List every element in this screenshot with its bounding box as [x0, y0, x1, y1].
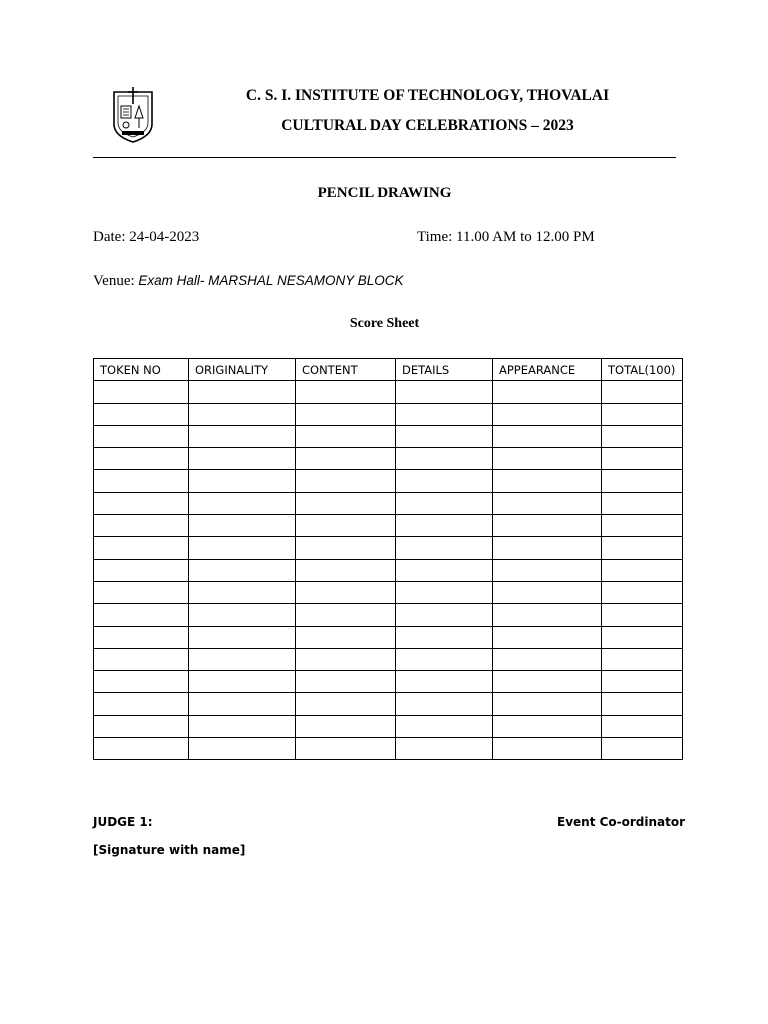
- score-cell: [296, 671, 396, 693]
- score-cell: [602, 715, 683, 737]
- score-cell: [189, 515, 296, 537]
- score-cell: [296, 537, 396, 559]
- table-row: [94, 738, 683, 760]
- score-cell: [602, 693, 683, 715]
- score-cell: [493, 515, 602, 537]
- score-cell: [493, 492, 602, 514]
- venue-value: Exam Hall- MARSHAL NESAMONY BLOCK: [138, 273, 404, 288]
- score-cell: [396, 715, 493, 737]
- score-cell: [396, 515, 493, 537]
- score-cell: [602, 738, 683, 760]
- score-cell: [189, 559, 296, 581]
- column-header: CONTENT: [296, 359, 396, 381]
- score-cell: [396, 648, 493, 670]
- score-cell: [396, 626, 493, 648]
- score-cell: [296, 425, 396, 447]
- table-row: [94, 492, 683, 514]
- score-cell: [296, 559, 396, 581]
- score-cell: [296, 470, 396, 492]
- score-cell: [94, 381, 189, 403]
- score-cell: [396, 693, 493, 715]
- score-cell: [602, 515, 683, 537]
- score-cell: [493, 470, 602, 492]
- judge-label: JUDGE 1:: [93, 815, 153, 829]
- table-row: [94, 648, 683, 670]
- score-cell: [94, 403, 189, 425]
- score-cell: [396, 403, 493, 425]
- score-cell: [94, 581, 189, 603]
- table-row: [94, 537, 683, 559]
- score-cell: [94, 515, 189, 537]
- score-cell: [94, 648, 189, 670]
- event-title: CULTURAL DAY CELEBRATIONS – 2023: [281, 117, 574, 134]
- table-row: [94, 515, 683, 537]
- score-cell: [189, 671, 296, 693]
- score-cell: [396, 537, 493, 559]
- score-cell: [602, 559, 683, 581]
- score-cell: [94, 626, 189, 648]
- table-row: [94, 693, 683, 715]
- table-row: [94, 425, 683, 447]
- score-cell: [396, 559, 493, 581]
- score-cell: [94, 715, 189, 737]
- score-cell: [602, 425, 683, 447]
- score-cell: [94, 470, 189, 492]
- signature-label: [Signature with name]: [93, 843, 246, 857]
- score-cell: [189, 381, 296, 403]
- score-cell: [296, 693, 396, 715]
- score-table-body: [94, 381, 683, 760]
- score-cell: [296, 738, 396, 760]
- score-cell: [602, 671, 683, 693]
- coordinator-label: Event Co-ordinator: [557, 815, 686, 829]
- header-divider: [93, 157, 676, 158]
- score-cell: [396, 581, 493, 603]
- score-cell: [493, 537, 602, 559]
- column-header: TOTAL(100): [602, 359, 683, 381]
- score-cell: [296, 515, 396, 537]
- score-cell: [493, 715, 602, 737]
- table-row: [94, 403, 683, 425]
- column-header: TOKEN NO: [94, 359, 189, 381]
- table-row: [94, 581, 683, 603]
- score-cell: [493, 381, 602, 403]
- column-header: ORIGINALITY: [189, 359, 296, 381]
- score-cell: [602, 648, 683, 670]
- table-row: [94, 671, 683, 693]
- score-cell: [396, 470, 493, 492]
- score-table: [93, 358, 683, 760]
- score-cell: [296, 403, 396, 425]
- score-cell: [189, 425, 296, 447]
- score-sheet-title: Score Sheet: [349, 316, 420, 331]
- score-cell: [493, 448, 602, 470]
- score-cell: [602, 492, 683, 514]
- score-cell: [94, 537, 189, 559]
- score-cell: [189, 604, 296, 626]
- score-cell: [396, 381, 493, 403]
- column-header: DETAILS: [396, 359, 493, 381]
- score-cell: [493, 403, 602, 425]
- score-cell: [296, 648, 396, 670]
- date-line: [93, 229, 199, 246]
- score-cell: [602, 381, 683, 403]
- score-cell: [189, 448, 296, 470]
- score-cell: [189, 470, 296, 492]
- score-cell: [296, 381, 396, 403]
- score-cell: [493, 671, 602, 693]
- score-cell: [493, 738, 602, 760]
- score-cell: [296, 492, 396, 514]
- score-cell: [396, 604, 493, 626]
- time-line: [417, 229, 595, 246]
- score-cell: [602, 403, 683, 425]
- score-cell: [602, 537, 683, 559]
- score-cell: [296, 626, 396, 648]
- score-cell: [602, 581, 683, 603]
- venue-label: Venue:: [93, 273, 135, 289]
- score-cell: [189, 693, 296, 715]
- score-cell: [94, 671, 189, 693]
- table-row: [94, 559, 683, 581]
- score-cell: [396, 738, 493, 760]
- score-cell: [602, 470, 683, 492]
- score-cell: [94, 425, 189, 447]
- score-cell: [189, 537, 296, 559]
- score-cell: [94, 492, 189, 514]
- date-value: 24-04-2023: [129, 229, 200, 245]
- score-cell: [493, 626, 602, 648]
- table-row: [94, 715, 683, 737]
- score-cell: [296, 581, 396, 603]
- competition-title: PENCIL DRAWING: [317, 185, 452, 201]
- score-cell: [396, 671, 493, 693]
- score-cell: [94, 738, 189, 760]
- score-cell: [189, 715, 296, 737]
- date-label: Date:: [93, 229, 126, 245]
- table-row: [94, 604, 683, 626]
- score-cell: [493, 559, 602, 581]
- score-cell: [396, 492, 493, 514]
- column-header: APPEARANCE: [493, 359, 602, 381]
- score-cell: [94, 448, 189, 470]
- score-cell: [189, 403, 296, 425]
- score-cell: [296, 448, 396, 470]
- score-cell: [493, 693, 602, 715]
- score-cell: [94, 604, 189, 626]
- time-value: 11.00 AM to 12.00 PM: [456, 229, 595, 245]
- score-cell: [296, 604, 396, 626]
- score-cell: [94, 693, 189, 715]
- table-row: [94, 381, 683, 403]
- table-row: [94, 448, 683, 470]
- score-cell: [493, 604, 602, 626]
- score-cell: [396, 448, 493, 470]
- score-cell: [602, 448, 683, 470]
- score-cell: [493, 425, 602, 447]
- score-cell: [189, 626, 296, 648]
- score-cell: [602, 626, 683, 648]
- venue-line: [93, 273, 403, 290]
- table-row: [94, 626, 683, 648]
- score-cell: [189, 738, 296, 760]
- institute-name: C. S. I. INSTITUTE OF TECHNOLOGY, THOVALAI: [245, 87, 610, 104]
- score-cell: [94, 559, 189, 581]
- table-header-row: [94, 359, 683, 381]
- score-cell: [602, 604, 683, 626]
- score-cell: [189, 648, 296, 670]
- score-cell: [189, 581, 296, 603]
- time-label: Time:: [417, 229, 453, 245]
- table-row: [94, 470, 683, 492]
- score-cell: [296, 715, 396, 737]
- score-cell: [189, 492, 296, 514]
- score-cell: [493, 581, 602, 603]
- score-cell: [493, 648, 602, 670]
- score-cell: [396, 425, 493, 447]
- institute-logo: [108, 84, 158, 144]
